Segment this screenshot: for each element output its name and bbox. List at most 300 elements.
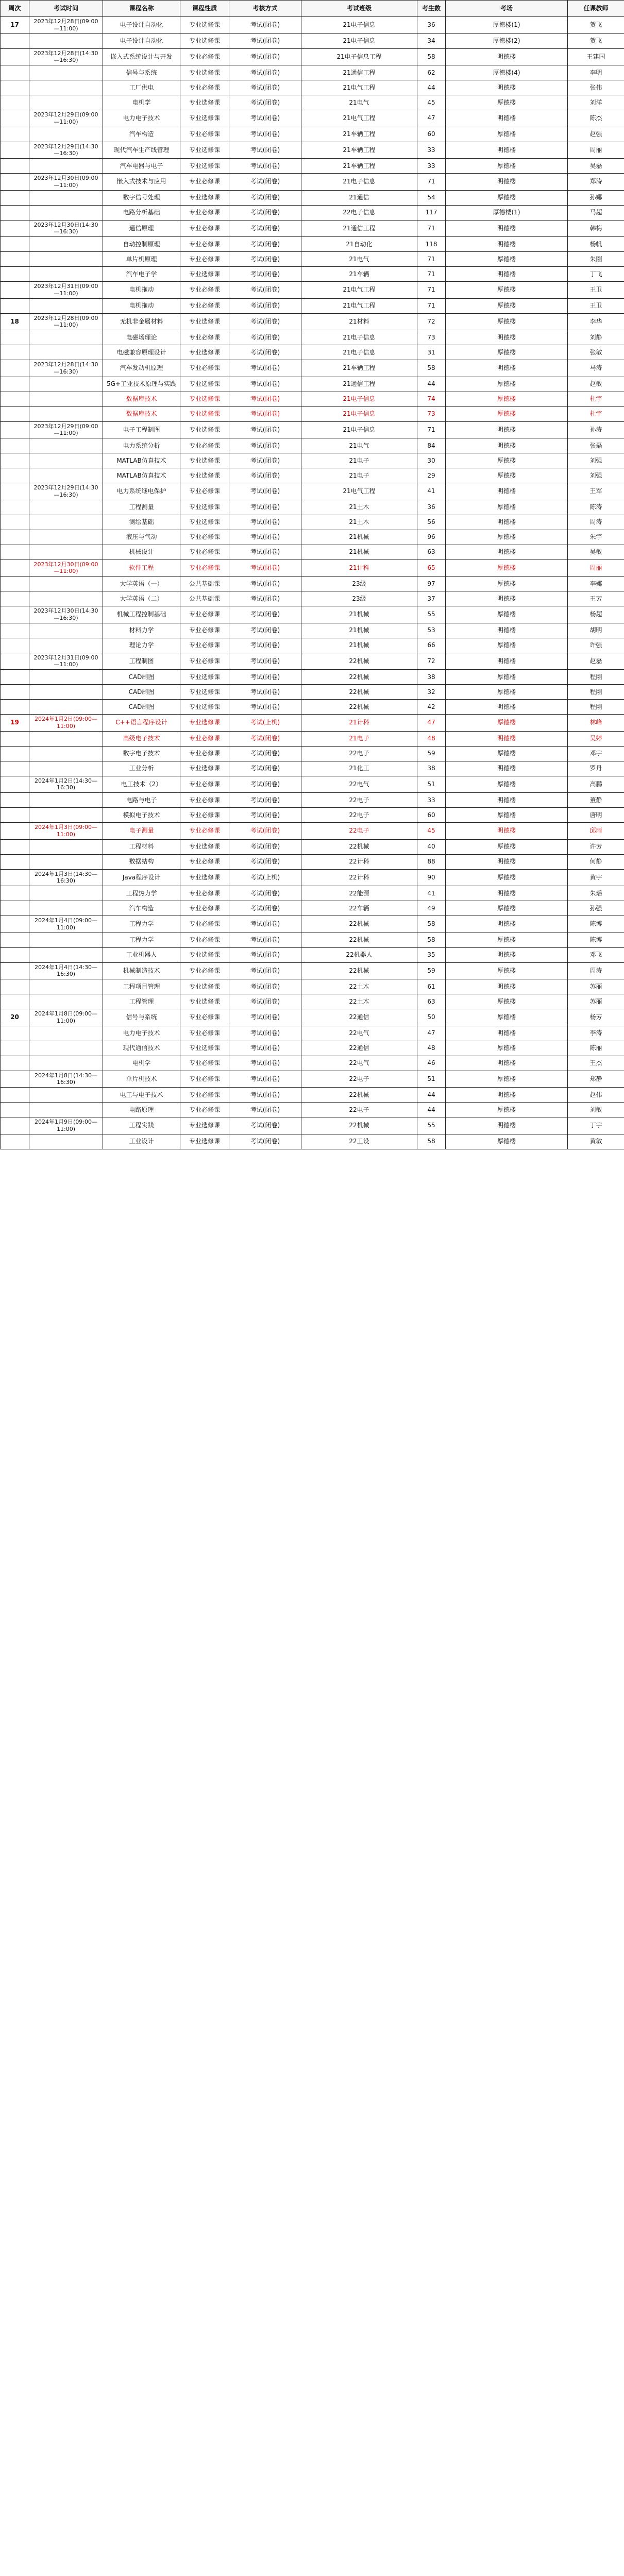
week-cell: 19 (1, 715, 29, 732)
class-cell: 21电子信息 (301, 392, 417, 406)
class-cell: 22机械 (301, 962, 417, 979)
teacher-cell: 王军 (568, 483, 624, 500)
table-row (1, 33, 624, 48)
class-cell: 21化工 (301, 761, 417, 776)
exam-schedule-table-wrap (0, 0, 624, 1149)
class-cell: 22电子 (301, 808, 417, 823)
course-cell: 信号与系统 (103, 65, 180, 80)
num-cell: 53 (417, 623, 446, 638)
mode-cell: 考试(闭卷) (229, 530, 301, 545)
nature-cell: 公共基础课 (180, 591, 229, 606)
time-cell (29, 731, 103, 746)
table-row (1, 869, 624, 886)
num-cell: 41 (417, 886, 446, 901)
teacher-cell: 王建国 (568, 48, 624, 65)
num-cell: 74 (417, 392, 446, 406)
time-cell (29, 345, 103, 360)
week-cell (1, 438, 29, 453)
teacher-cell: 李明 (568, 65, 624, 80)
time-cell (29, 205, 103, 220)
class-cell: 22机械 (301, 700, 417, 715)
mode-cell: 考试(闭卷) (229, 638, 301, 653)
teacher-cell: 杜宇 (568, 392, 624, 406)
room-cell: 明德楼 (446, 1056, 568, 1071)
time-cell (29, 591, 103, 606)
time-cell (29, 298, 103, 313)
week-cell (1, 453, 29, 468)
teacher-cell: 胡明 (568, 623, 624, 638)
room-cell: 厚德楼 (446, 962, 568, 979)
table-row (1, 823, 624, 840)
week-cell (1, 483, 29, 500)
table-row (1, 808, 624, 823)
time-cell (29, 392, 103, 406)
table-row (1, 95, 624, 110)
teacher-cell: 陈博 (568, 916, 624, 933)
week-cell (1, 515, 29, 530)
teacher-cell: 唐明 (568, 808, 624, 823)
class-cell: 21通信工程 (301, 377, 417, 392)
room-cell: 厚德楼 (446, 670, 568, 685)
mode-cell: 考试(闭卷) (229, 685, 301, 700)
teacher-cell: 丁飞 (568, 267, 624, 282)
teacher-cell: 邓飞 (568, 947, 624, 962)
teacher-cell: 杨帆 (568, 237, 624, 252)
class-cell: 22机械 (301, 670, 417, 685)
week-cell (1, 685, 29, 700)
teacher-cell: 刘敏 (568, 1103, 624, 1117)
nature-cell: 专业必修课 (180, 220, 229, 237)
mode-cell: 考试(闭卷) (229, 700, 301, 715)
num-cell: 84 (417, 438, 446, 453)
course-cell: 电路原理 (103, 1103, 180, 1117)
class-cell: 21电子信息 (301, 330, 417, 345)
week-cell (1, 623, 29, 638)
room-cell: 厚德楼 (446, 345, 568, 360)
course-cell: 工程材料 (103, 839, 180, 854)
class-cell: 22通信 (301, 1009, 417, 1026)
num-cell: 36 (417, 500, 446, 515)
course-cell: 自动控制原理 (103, 237, 180, 252)
room-cell: 厚德楼 (446, 95, 568, 110)
class-cell: 22机械 (301, 653, 417, 670)
num-cell: 88 (417, 854, 446, 869)
week-cell (1, 700, 29, 715)
week-cell (1, 1026, 29, 1041)
table-row (1, 1026, 624, 1041)
nature-cell: 专业必修课 (180, 237, 229, 252)
class-cell: 21土木 (301, 515, 417, 530)
mode-cell: 考试(闭卷) (229, 1134, 301, 1149)
class-cell: 21电子信息工程 (301, 48, 417, 65)
num-cell: 54 (417, 190, 446, 205)
course-cell: CAD制图 (103, 685, 180, 700)
table-row (1, 591, 624, 606)
week-cell (1, 776, 29, 793)
time-cell (29, 854, 103, 869)
course-cell: 数据库技术 (103, 392, 180, 406)
time-cell (29, 638, 103, 653)
mode-cell: 考试(闭卷) (229, 313, 301, 330)
num-cell: 38 (417, 761, 446, 776)
class-cell: 21电气 (301, 252, 417, 267)
time-cell: 2024年1月3日(14:30—16:30) (29, 869, 103, 886)
course-cell: 数字信号处理 (103, 190, 180, 205)
num-cell: 71 (417, 421, 446, 438)
course-cell: 电力电子技术 (103, 1026, 180, 1041)
mode-cell: 考试(上机) (229, 715, 301, 732)
week-cell (1, 731, 29, 746)
table-row (1, 392, 624, 406)
class-cell: 22电气 (301, 1056, 417, 1071)
num-cell: 31 (417, 345, 446, 360)
week-cell (1, 110, 29, 127)
room-cell: 明德楼 (446, 1026, 568, 1041)
time-cell: 2023年12月29日(09:00—11:00) (29, 110, 103, 127)
nature-cell: 专业必修课 (180, 174, 229, 191)
course-cell: 电工技术（2） (103, 776, 180, 793)
room-cell: 厚德楼 (446, 839, 568, 854)
room-cell: 明德楼 (446, 48, 568, 65)
time-cell: 2023年12月31日(09:00—11:00) (29, 282, 103, 299)
table-row (1, 298, 624, 313)
nature-cell: 专业选修课 (180, 142, 229, 159)
course-cell: 电力系统继电保护 (103, 483, 180, 500)
num-cell: 71 (417, 282, 446, 299)
teacher-cell: 孙强 (568, 901, 624, 916)
nature-cell: 专业必修课 (180, 776, 229, 793)
mode-cell: 考试(闭卷) (229, 854, 301, 869)
time-cell (29, 80, 103, 95)
class-cell: 21电气 (301, 438, 417, 453)
week-cell (1, 406, 29, 421)
teacher-cell: 何静 (568, 854, 624, 869)
week-cell (1, 638, 29, 653)
room-cell: 明德楼 (446, 823, 568, 840)
teacher-cell: 赵敏 (568, 377, 624, 392)
header-teacher: 任课教师 (568, 1, 624, 17)
mode-cell: 考试(闭卷) (229, 500, 301, 515)
week-cell (1, 190, 29, 205)
course-cell: 嵌入式系统设计与开发 (103, 48, 180, 65)
room-cell: 厚德楼 (446, 1071, 568, 1088)
week-cell (1, 500, 29, 515)
week-cell (1, 1056, 29, 1071)
week-cell (1, 793, 29, 808)
teacher-cell: 程刚 (568, 700, 624, 715)
room-cell: 厚德楼 (446, 1103, 568, 1117)
mode-cell: 考试(闭卷) (229, 267, 301, 282)
teacher-cell: 赵伟 (568, 1088, 624, 1103)
table-row (1, 205, 624, 220)
nature-cell: 专业选修课 (180, 95, 229, 110)
week-cell (1, 48, 29, 65)
table-body (1, 17, 624, 1149)
teacher-cell: 许强 (568, 638, 624, 653)
table-row (1, 793, 624, 808)
week-cell (1, 159, 29, 174)
header-mode: 考核方式 (229, 1, 301, 17)
course-cell: 信号与系统 (103, 1009, 180, 1026)
mode-cell: 考试(闭卷) (229, 1117, 301, 1134)
class-cell: 21机械 (301, 530, 417, 545)
num-cell: 49 (417, 901, 446, 916)
mode-cell: 考试(闭卷) (229, 560, 301, 577)
course-cell: 模拟电子技术 (103, 808, 180, 823)
teacher-cell: 黄敏 (568, 1134, 624, 1149)
class-cell: 22电气 (301, 1026, 417, 1041)
table-row (1, 267, 624, 282)
course-cell: C++语言程序设计 (103, 715, 180, 732)
room-cell: 厚德楼 (446, 468, 568, 483)
exam-schedule-table (0, 0, 624, 1149)
room-cell: 明德楼 (446, 700, 568, 715)
teacher-cell: 丁宇 (568, 1117, 624, 1134)
teacher-cell: 王卫 (568, 298, 624, 313)
num-cell: 48 (417, 731, 446, 746)
mode-cell: 考试(闭卷) (229, 33, 301, 48)
table-row (1, 1041, 624, 1056)
class-cell: 21电子信息 (301, 17, 417, 34)
nature-cell: 专业必修课 (180, 530, 229, 545)
week-cell (1, 869, 29, 886)
mode-cell: 考试(闭卷) (229, 1103, 301, 1117)
mode-cell: 考试(闭卷) (229, 731, 301, 746)
teacher-cell: 吴敏 (568, 545, 624, 560)
nature-cell: 专业选修课 (180, 377, 229, 392)
room-cell: 厚德楼 (446, 577, 568, 591)
class-cell: 22电子 (301, 1071, 417, 1088)
week-cell (1, 267, 29, 282)
room-cell: 厚德楼 (446, 159, 568, 174)
time-cell: 2023年12月29日(14:30—16:30) (29, 142, 103, 159)
nature-cell: 专业必修课 (180, 638, 229, 653)
room-cell: 厚德楼 (446, 994, 568, 1009)
week-cell (1, 282, 29, 299)
course-cell: 电磁场理论 (103, 330, 180, 345)
table-row (1, 1103, 624, 1117)
table-row (1, 500, 624, 515)
nature-cell: 专业选修课 (180, 421, 229, 438)
week-cell (1, 1088, 29, 1103)
teacher-cell: 程刚 (568, 670, 624, 685)
room-cell: 厚德楼 (446, 500, 568, 515)
table-row (1, 530, 624, 545)
course-cell: 通信原理 (103, 220, 180, 237)
week-cell (1, 65, 29, 80)
table-row (1, 994, 624, 1009)
course-cell: 工业分析 (103, 761, 180, 776)
week-cell (1, 377, 29, 392)
course-cell: 汽车构造 (103, 901, 180, 916)
time-cell (29, 500, 103, 515)
course-cell: 电子设计自动化 (103, 33, 180, 48)
course-cell: 工程测量 (103, 500, 180, 515)
table-row (1, 886, 624, 901)
class-cell: 21电气 (301, 95, 417, 110)
nature-cell: 专业选修课 (180, 406, 229, 421)
nature-cell: 专业必修课 (180, 1088, 229, 1103)
teacher-cell: 朱刚 (568, 252, 624, 267)
week-cell (1, 761, 29, 776)
room-cell: 明德楼 (446, 653, 568, 670)
table-row (1, 330, 624, 345)
class-cell: 21车辆工程 (301, 360, 417, 377)
mode-cell: 考试(闭卷) (229, 591, 301, 606)
class-cell: 22机械 (301, 933, 417, 947)
course-cell: 汽车电器与电子 (103, 159, 180, 174)
week-cell (1, 330, 29, 345)
mode-cell: 考试(闭卷) (229, 761, 301, 776)
mode-cell: 考试(闭卷) (229, 515, 301, 530)
teacher-cell: 苏丽 (568, 979, 624, 994)
room-cell: 明德楼 (446, 916, 568, 933)
teacher-cell: 周涛 (568, 962, 624, 979)
num-cell: 71 (417, 220, 446, 237)
room-cell: 明德楼 (446, 1088, 568, 1103)
time-cell (29, 252, 103, 267)
room-cell: 厚德楼 (446, 685, 568, 700)
class-cell: 21电气工程 (301, 80, 417, 95)
class-cell: 22机器人 (301, 947, 417, 962)
mode-cell: 考试(闭卷) (229, 776, 301, 793)
week-cell (1, 220, 29, 237)
room-cell: 厚德楼 (446, 127, 568, 142)
room-cell: 厚德楼 (446, 406, 568, 421)
num-cell: 72 (417, 653, 446, 670)
mode-cell: 考试(闭卷) (229, 220, 301, 237)
num-cell: 33 (417, 142, 446, 159)
table-row (1, 731, 624, 746)
room-cell: 明德楼 (446, 142, 568, 159)
table-row (1, 1071, 624, 1088)
time-cell (29, 1088, 103, 1103)
class-cell: 21电子信息 (301, 33, 417, 48)
mode-cell: 考试(闭卷) (229, 1088, 301, 1103)
table-row (1, 313, 624, 330)
week-cell (1, 392, 29, 406)
mode-cell: 考试(闭卷) (229, 80, 301, 95)
course-cell: 工程力学 (103, 916, 180, 933)
num-cell: 37 (417, 591, 446, 606)
nature-cell: 专业必修课 (180, 252, 229, 267)
nature-cell: 专业选修课 (180, 313, 229, 330)
week-cell (1, 1117, 29, 1134)
table-row (1, 933, 624, 947)
teacher-cell: 邱雨 (568, 823, 624, 840)
time-cell (29, 65, 103, 80)
class-cell: 21自动化 (301, 237, 417, 252)
mode-cell: 考试(闭卷) (229, 468, 301, 483)
course-cell: 电路分析基础 (103, 205, 180, 220)
nature-cell: 专业选修课 (180, 345, 229, 360)
mode-cell: 考试(闭卷) (229, 159, 301, 174)
num-cell: 63 (417, 545, 446, 560)
num-cell: 66 (417, 638, 446, 653)
course-cell: 软件工程 (103, 560, 180, 577)
nature-cell: 专业必修课 (180, 623, 229, 638)
time-cell (29, 377, 103, 392)
mode-cell: 考试(闭卷) (229, 916, 301, 933)
course-cell: 电力系统分析 (103, 438, 180, 453)
mode-cell: 考试(闭卷) (229, 901, 301, 916)
num-cell: 41 (417, 483, 446, 500)
time-cell: 2023年12月28日(14:30—16:30) (29, 360, 103, 377)
num-cell: 42 (417, 700, 446, 715)
teacher-cell: 罗丹 (568, 761, 624, 776)
header-time: 考试时间 (29, 1, 103, 17)
room-cell: 厚德楼 (446, 377, 568, 392)
course-cell: 数据库技术 (103, 406, 180, 421)
class-cell: 21机械 (301, 545, 417, 560)
mode-cell: 考试(闭卷) (229, 808, 301, 823)
room-cell: 厚德楼 (446, 1134, 568, 1149)
class-cell: 21电子 (301, 731, 417, 746)
class-cell: 21机械 (301, 638, 417, 653)
week-cell (1, 545, 29, 560)
nature-cell: 专业选修课 (180, 700, 229, 715)
room-cell: 厚德楼 (446, 392, 568, 406)
table-row (1, 159, 624, 174)
course-cell: 电磁兼容原理设计 (103, 345, 180, 360)
num-cell: 40 (417, 839, 446, 854)
class-cell: 22工设 (301, 1134, 417, 1149)
class-cell: 22能源 (301, 886, 417, 901)
teacher-cell: 董静 (568, 793, 624, 808)
num-cell: 55 (417, 606, 446, 623)
num-cell: 44 (417, 1088, 446, 1103)
room-cell: 明德楼 (446, 854, 568, 869)
mode-cell: 考试(闭卷) (229, 823, 301, 840)
class-cell: 21机械 (301, 623, 417, 638)
teacher-cell: 郑涛 (568, 174, 624, 191)
nature-cell: 专业选修课 (180, 453, 229, 468)
class-cell: 21电子信息 (301, 421, 417, 438)
week-cell (1, 360, 29, 377)
room-cell: 厚德楼 (446, 282, 568, 299)
teacher-cell: 周涛 (568, 515, 624, 530)
num-cell: 48 (417, 1041, 446, 1056)
mode-cell: 考试(闭卷) (229, 17, 301, 34)
nature-cell: 专业必修课 (180, 933, 229, 947)
time-cell (29, 438, 103, 453)
table-row (1, 17, 624, 34)
nature-cell: 专业必修课 (180, 545, 229, 560)
class-cell: 21电子信息 (301, 174, 417, 191)
num-cell: 97 (417, 577, 446, 591)
num-cell: 45 (417, 95, 446, 110)
mode-cell: 考试(闭卷) (229, 48, 301, 65)
room-cell: 厚德楼 (446, 606, 568, 623)
week-cell (1, 127, 29, 142)
course-cell: 液压与气动 (103, 530, 180, 545)
num-cell: 58 (417, 916, 446, 933)
table-row (1, 468, 624, 483)
course-cell: 单片机原理 (103, 252, 180, 267)
course-cell: 电子设计自动化 (103, 17, 180, 34)
course-cell: 电力电子技术 (103, 110, 180, 127)
week-cell (1, 591, 29, 606)
course-cell: 理论力学 (103, 638, 180, 653)
time-cell: 2023年12月30日(09:00—11:00) (29, 560, 103, 577)
course-cell: CAD制图 (103, 670, 180, 685)
class-cell: 21通信工程 (301, 220, 417, 237)
room-cell: 厚德楼 (446, 1009, 568, 1026)
room-cell: 厚德楼(4) (446, 65, 568, 80)
mode-cell: 考试(闭卷) (229, 392, 301, 406)
course-cell: MATLAB仿真技术 (103, 453, 180, 468)
time-cell: 2024年1月3日(09:00—11:00) (29, 823, 103, 840)
